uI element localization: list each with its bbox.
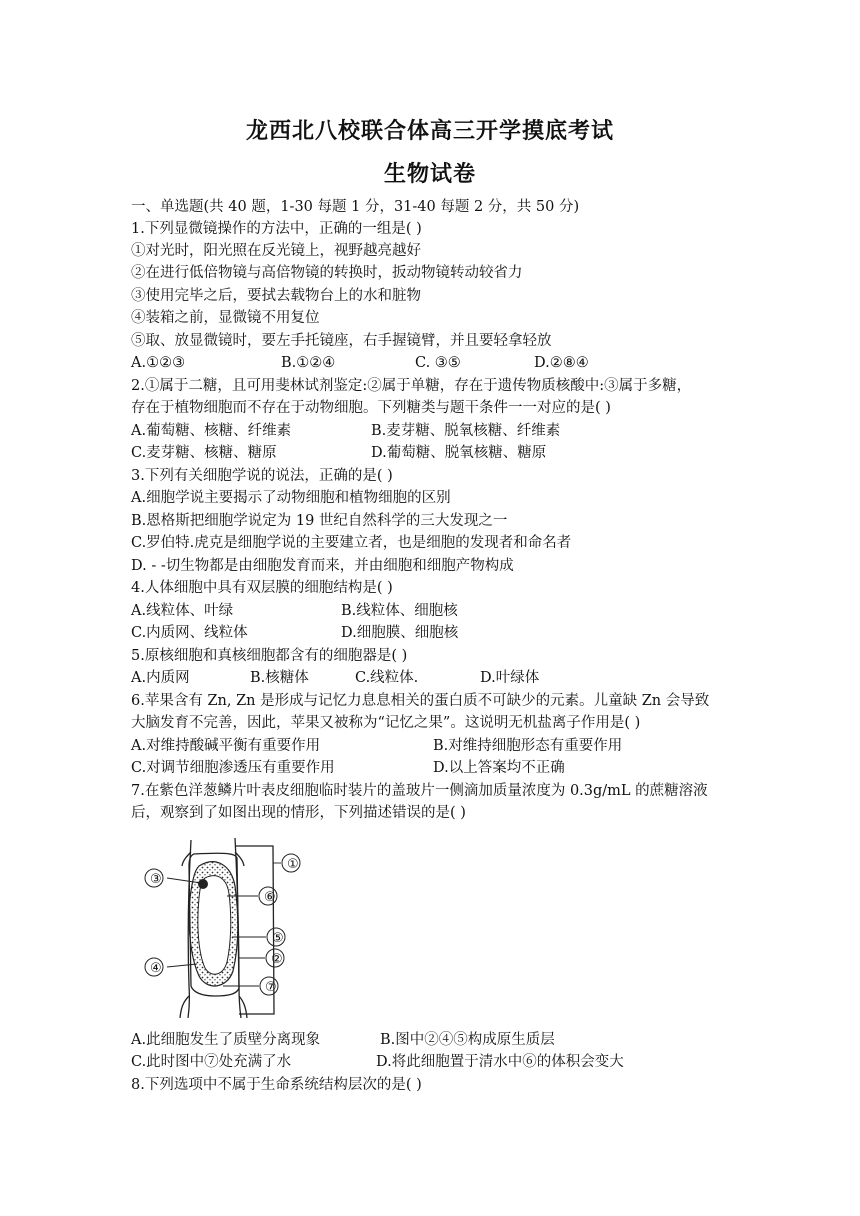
exam-title: 龙西北八校联合体高三开学摸底考试 <box>245 118 614 144</box>
question-5-stem: 5.原核细胞和真核细胞都含有的细胞器是( ) <box>131 648 408 664</box>
option-a: A.此细胞发生了质壁分离现象 <box>131 1032 321 1048</box>
question-8-stem: 8.下列选项中不属于生命系统结构层次的是( ) <box>131 1077 422 1093</box>
option-d: D.细胞膜、细胞核 <box>341 625 459 641</box>
option-b: B.麦芽糖、脱氧核糖、纤维素 <box>371 423 561 439</box>
option-a: A.对维持酸碱平衡有重要作用 <box>131 738 321 754</box>
protoplast <box>189 862 238 986</box>
option-b: B.对维持细胞形态有重要作用 <box>433 738 623 754</box>
option-a: A.线粒体、叶绿 <box>131 603 234 619</box>
question-7-stem: 后，观察到了如图出现的情形，下列描述错误的是( ) <box>131 805 466 821</box>
option-c: C.此时图中⑦处充满了水 <box>131 1054 292 1070</box>
label-4: ④ <box>150 961 162 976</box>
question-6-stem: 6.苹果含有 Zn, Zn 是形成与记忆力息息相关的蛋白质不可缺少的元素。儿童缺 Zn 会导致 <box>131 693 710 709</box>
option-d: D. - -切生物都是由细胞发育而来，并由细胞和细胞产物构成 <box>131 558 514 574</box>
label-3: ③ <box>150 872 162 887</box>
question-1-item: ②在进行低倍物镜与高倍物镜的转换时，扳动物镜转动较省力 <box>131 265 523 281</box>
option-d: D.以上答案均不正确 <box>433 760 565 776</box>
label-2: ② <box>271 952 283 967</box>
option-d: D.叶绿体 <box>480 670 540 686</box>
question-1-stem: 1.下列显微镜操作的方法中，正确的一组是( ) <box>131 221 422 237</box>
option-a: A.内质网 <box>131 670 190 686</box>
option-c: C. ③⑤ <box>415 355 461 371</box>
option-a: A.细胞学说主要揭示了动物细胞和植物细胞的区别 <box>131 490 451 506</box>
nucleus <box>198 879 208 889</box>
question-2-stem: 2.①属于二糖，且可用斐林试剂鉴定:②属于单糖，存在于遗传物质核酸中:③属于多糖， <box>131 378 692 394</box>
option-c: C.线粒体. <box>355 670 419 686</box>
option-b: B.线粒体、细胞核 <box>341 603 458 619</box>
question-7-stem: 7.在紫色洋葱鳞片叶表皮细胞临时装片的盖玻片一侧滴加质量浓度为 0.3g/mL 的蔗糖溶液 <box>131 783 708 799</box>
option-a: A.①②③ <box>131 355 186 371</box>
question-2-stem: 存在于植物细胞而不存在于动物细胞。下列糖类与题干条件一一对应的是( ) <box>131 400 611 416</box>
section-heading: 一、单选题(共 40 题，1-30 每题 1 分，31-40 每题 2 分，共 50 分) <box>131 199 580 215</box>
label-6: ⑥ <box>264 890 276 905</box>
option-b: B.核糖体 <box>250 670 309 686</box>
label-5: ⑤ <box>272 931 284 946</box>
option-c: C.内质网、线粒体 <box>131 625 248 641</box>
option-c: C.罗伯特.虎克是细胞学说的主要建立者，也是细胞的发现者和命名者 <box>131 535 572 551</box>
option-b: B.①②④ <box>281 355 336 371</box>
question-1-item: ①对光时，阳光照在反光镜上，视野越亮越好 <box>131 243 421 259</box>
question-6-stem: 大脑发育不完善，因此，苹果又被称为“记忆之果”。这说明无机盐离子作用是( ) <box>131 715 641 731</box>
option-d: D.②⑧④ <box>534 355 589 371</box>
plant-cell-figure <box>131 836 326 1018</box>
question-1-item: ⑤取、放显微镜时，要左手托镜座，右手握镜臂，并且要轻拿轻放 <box>131 333 552 349</box>
option-b: B.恩格斯把细胞学说定为 19 世纪自然科学的三大发现之一 <box>131 513 508 529</box>
option-a: A.葡萄糖、核糖、纤维素 <box>131 423 292 439</box>
question-1-item: ③使用完毕之后，要拭去载物台上的水和脏物 <box>131 288 421 304</box>
label-1: ① <box>287 857 299 872</box>
exam-subtitle: 生物试卷 <box>383 161 476 187</box>
option-c: C.对调节细胞渗透压有重要作用 <box>131 760 335 776</box>
option-d: D.葡萄糖、脱氧核糖、糖原 <box>371 445 547 461</box>
question-1-item: ④装箱之前，显微镜不用复位 <box>131 310 320 326</box>
label-7: ⑦ <box>265 980 277 995</box>
question-4-stem: 4.人体细胞中具有双层膜的细胞结构是( ) <box>131 580 393 596</box>
option-d: D.将此细胞置于清水中⑥的体积会变大 <box>376 1054 624 1070</box>
option-c: C.麦芽糖、核糖、糖原 <box>131 445 277 461</box>
option-b: B.图中②④⑤构成原生质层 <box>380 1032 555 1048</box>
question-3-stem: 3.下列有关细胞学说的说法，正确的是( ) <box>131 468 393 484</box>
